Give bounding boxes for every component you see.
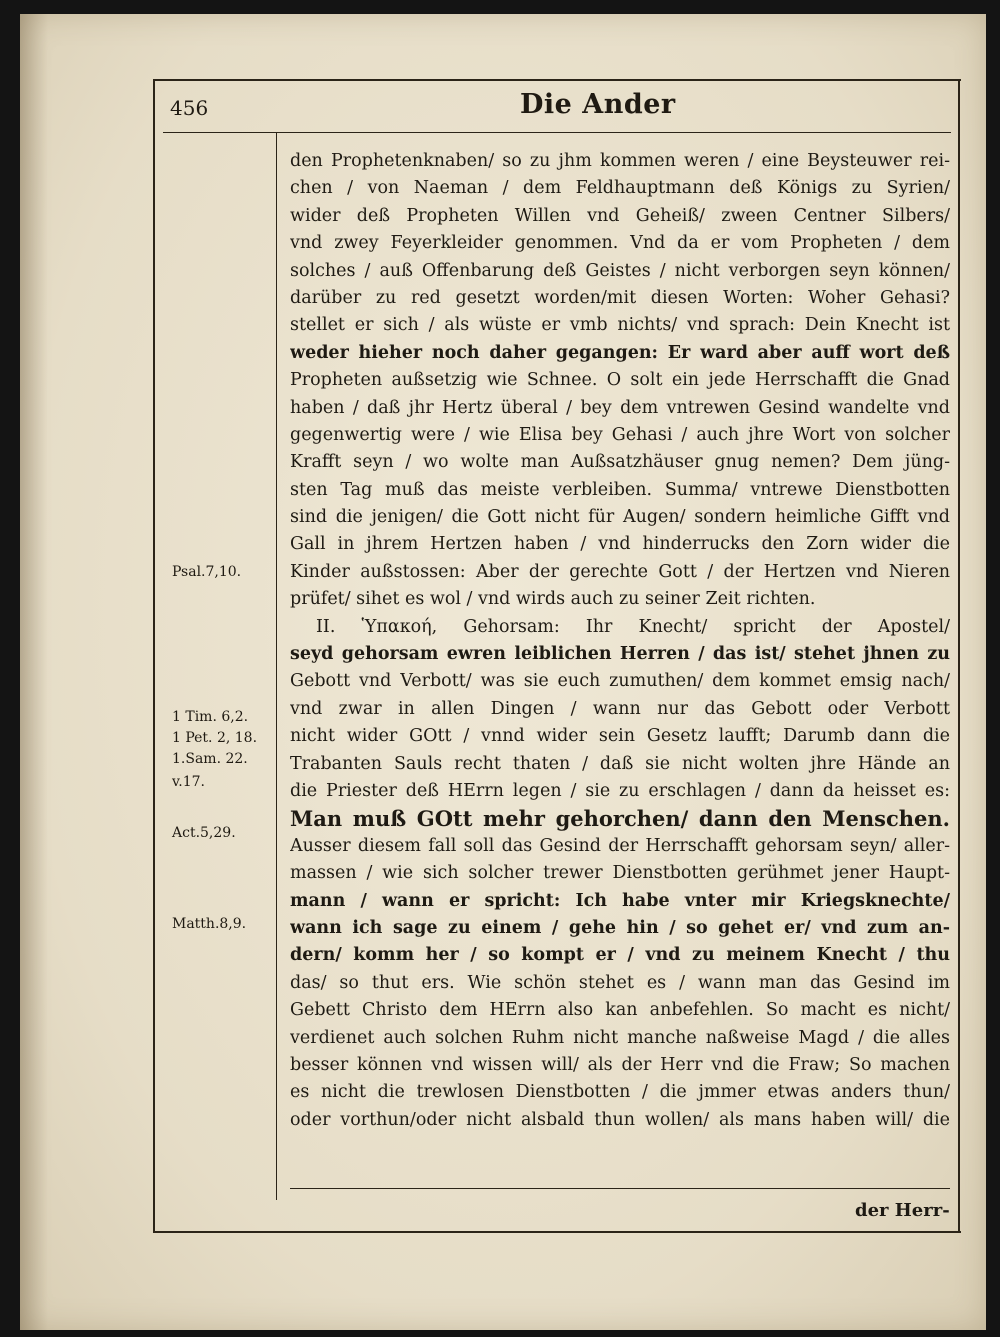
binding-shadow [20, 14, 48, 1330]
text-line: Krafft seyn / wo wolte man Außsatzhäuser gnug nemen? Dem jüng- [290, 452, 950, 473]
frame-top-rule [153, 79, 961, 81]
text-line: den Prophetenknaben/ so zu jhm kommen weren / eine Beysteuwer rei- [290, 151, 950, 171]
text-line: sten Tag muß das meiste verbleiben. Summa/ vntrewe Dienstbotten [290, 479, 950, 500]
margin-note: Act.5,29. [172, 825, 236, 841]
text-line: sind die jenigen/ die Gott nicht für Augen/ sondern heimliche Gifft vnd [290, 507, 950, 528]
text-line: dern/ komm her / so kompt er / vnd zu meinem Knecht / thu [290, 945, 950, 966]
text-line: wider deß Propheten Willen vnd Geheiß/ zween Centner Silbers/ [290, 205, 950, 226]
text-line: prüfet/ sihet es wol / vnd wirds auch zu seiner Zeit richten. [290, 589, 816, 610]
text-line: Propheten außsetzig wie Schnee. O solt ein jede Herrschafft die Gnad [290, 370, 950, 391]
margin-column-rule [276, 133, 277, 1200]
text-line: mann / wann er spricht: Ich habe vnter mir Kriegsknechte/ [290, 890, 950, 911]
text-line: verdienet auch solchen Ruhm nicht manche naßweise Magd / die alles [290, 1027, 950, 1048]
footer-rule [290, 1188, 950, 1189]
text-line: oder vorthun/oder nicht alsbald thun wollen/ als mans haben will/ die [290, 1109, 950, 1130]
header-rule [163, 132, 951, 133]
catchword: der Herr- [855, 1200, 950, 1221]
frame-bottom-rule [153, 1231, 961, 1233]
text-line: Gebett Christo dem HErrn also kan anbefehlen. So macht es nicht/ [290, 1000, 950, 1021]
text-line: vnd zwar in allen Dingen / wann nur das Gebott oder Verbott [290, 698, 950, 719]
text-line: besser können vnd wissen will/ als der Herr vnd die Fraw; So machen [290, 1054, 950, 1075]
body-text [290, 148, 950, 1134]
text-line: die Priester deß HErrn legen / sie zu erschlagen / dann da heisset es: [290, 780, 950, 801]
text-line: wann ich sage zu einem / gehe hin / so gehet er/ vnd zum an- [290, 917, 950, 938]
text-line: solches / auß Offenbarung deß Geistes / nicht verborgen seyn können/ [290, 260, 950, 281]
margin-note: 1.Sam. 22. [172, 751, 248, 767]
text-line: Kinder außstossen: Aber der gerechte Gott / der Hertzen vnd Nieren [290, 561, 950, 582]
text-line: Ausser diesem fall soll das Gesind der Herrschafft gehorsam seyn/ aller- [290, 835, 950, 856]
text-line: weder hieher noch daher gegangen: Er ward aber auff wort deß [290, 342, 950, 363]
quotation-line: Man muß GOtt mehr gehorchen/ dann den Menschen. [290, 806, 950, 832]
text-line: das/ so thut ers. Wie schön stehet es / wann man das Gesind im [290, 972, 950, 993]
text-line: Trabanten Sauls recht thaten / daß sie nicht wolten jhre Hände an [290, 753, 950, 774]
running-head: Die Ander [520, 89, 676, 120]
text-line: seyd gehorsam ewren leiblichen Herren / das ist/ stehet jhnen zu [290, 644, 950, 665]
text-line: massen / wie sich solcher trewer Dienstbotten gerühmet jener Haupt- [290, 863, 950, 884]
margin-note: 1 Pet. 2, 18. [172, 730, 258, 746]
text-line: Gebott vnd Verbott/ was sie euch zumuthen/ dem kommet emsig nach/ [290, 671, 950, 692]
text-line: vnd zwey Feyerkleider genommen. Vnd da er vom Propheten / dem [290, 233, 950, 254]
text-line: gegenwertig were / wie Elisa bey Gehasi / auch jhre Wort von solcher [290, 424, 950, 445]
frame-right-rule [958, 79, 960, 1231]
frame-left-rule [153, 79, 155, 1231]
text-line: es nicht die trewlosen Dienstbotten / die jmmer etwas anders thun/ [290, 1082, 950, 1103]
text-line: haben / daß jhr Hertz überal / bey dem vntrewen Gesind wandelte vnd [290, 397, 950, 418]
text-line: darüber zu red gesetzt worden/mit diesen Worten: Woher Gehasi? [290, 287, 950, 308]
margin-note: 1 Tim. 6,2. [172, 709, 249, 725]
margin-note: Matth.8,9. [172, 916, 247, 932]
text-line: stellet er sich / als wüste er vmb nichts/ vnd sprach: Dein Knecht ist [290, 315, 950, 336]
page-number: 456 [170, 96, 209, 120]
section-heading-line: II. Ὑπακοή, Gehorsam: Ihr Knecht/ spricht der Apostel/ [316, 616, 950, 637]
text-line: nicht wider GOtt / vnnd wider sein Gesetz laufft; Darumb dann die [290, 726, 950, 747]
text-line: chen / von Naeman / dem Feldhauptmann deß Königs zu Syrien/ [290, 178, 950, 199]
text-line: Gall in jhrem Hertzen haben / vnd hinderrucks den Zorn wider die [290, 534, 950, 555]
margin-note: v.17. [172, 774, 205, 790]
margin-note: Psal.7,10. [172, 564, 242, 580]
